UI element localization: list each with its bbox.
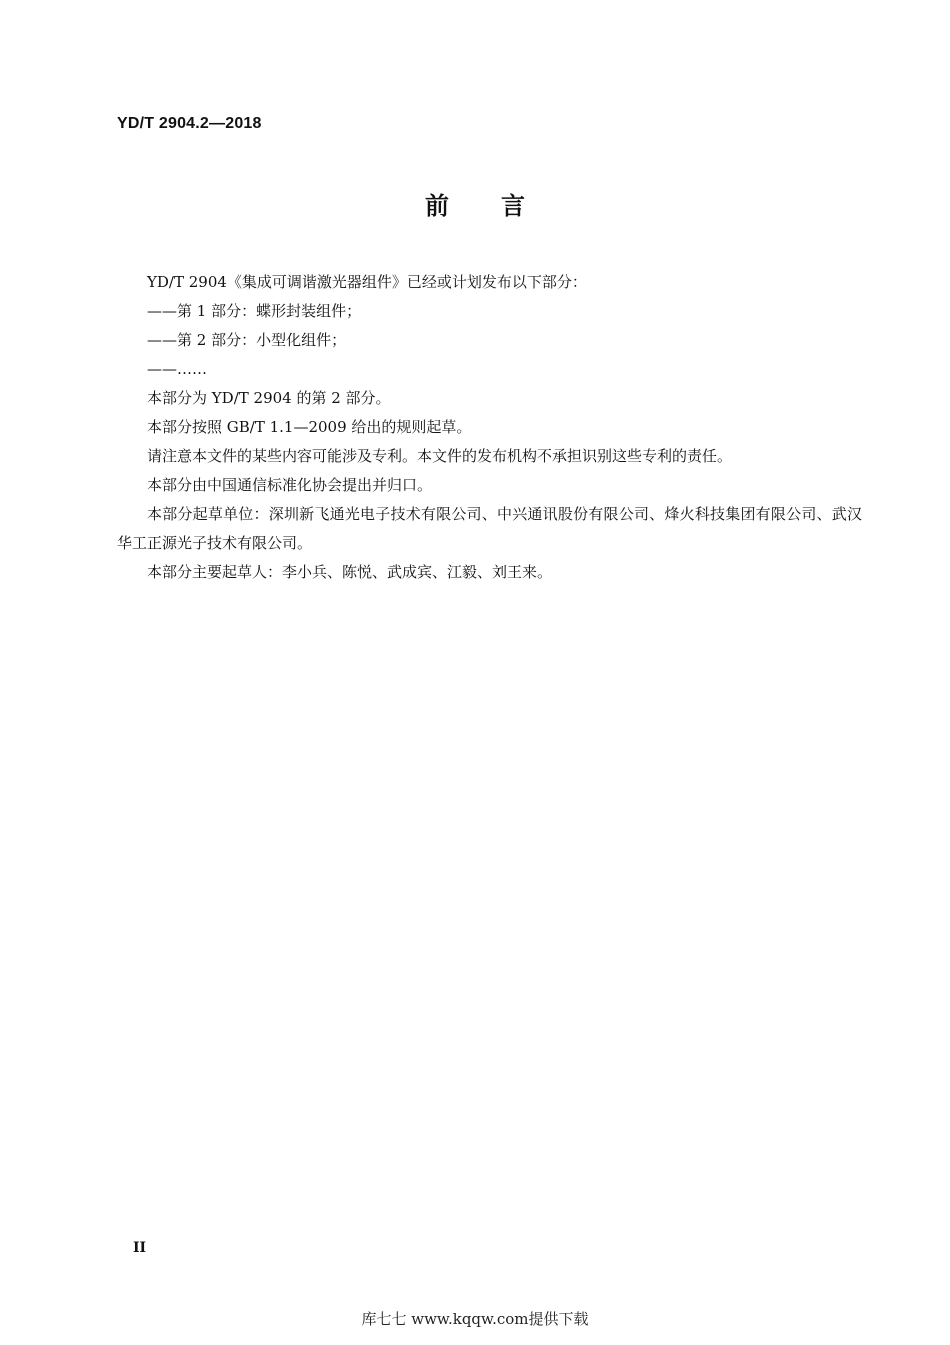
page-number: II [133, 1240, 147, 1256]
foreword-body [117, 268, 862, 587]
paragraph-part-1: ——第 1 部分：蝶形封装组件； [147, 302, 362, 320]
paragraph-drafting-units: 本部分起草单位：深圳新飞通光电子技术有限公司、中兴通讯股份有限公司、烽火科技集团有限公司、武汉华工正源光子技术有限公司。 [117, 505, 862, 552]
paragraph-drafting-rules: 本部分按照 GB/T 1.1—2009 给出的规则起草。 [147, 418, 472, 436]
paragraph-this-part: 本部分为 YD/T 2904 的第 2 部分。 [147, 389, 391, 407]
footer-watermark: 库七七 www.kqqw.com提供下载 [361, 1310, 589, 1328]
paragraph-part-2: ——第 2 部分：小型化组件； [147, 331, 347, 349]
page-title [0, 186, 950, 221]
paragraph-intro: YD/T 2904《集成可调谐激光器组件》已经或计划发布以下部分： [147, 273, 587, 291]
paragraph-proposer: 本部分由中国通信标准化协会提出并归口。 [147, 476, 433, 494]
title-char-2: 言 [501, 192, 525, 220]
paragraph-part-more: ——…… [147, 360, 207, 378]
paragraph-patent-notice: 请注意本文件的某些内容可能涉及专利。本文件的发布机构不承担识别这些专利的责任。 [147, 447, 733, 465]
paragraph-drafters: 本部分主要起草人：李小兵、陈悦、武成宾、江毅、刘王来。 [147, 563, 553, 581]
title-char-1: 前 [425, 192, 449, 220]
standard-code: YD/T 2904.2—2018 [117, 115, 262, 132]
